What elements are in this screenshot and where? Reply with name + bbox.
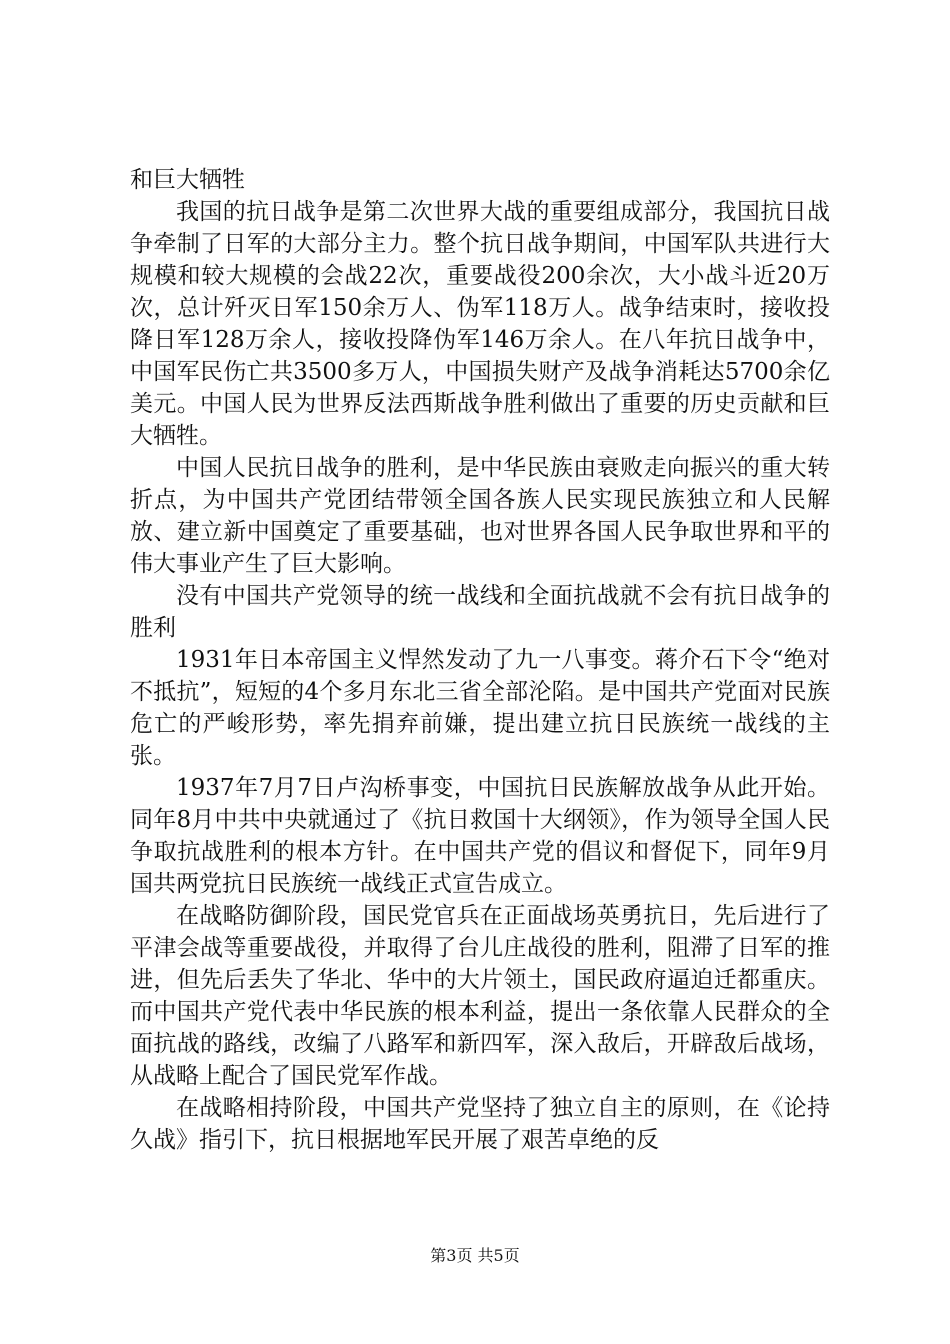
paragraph-1: 我国的抗日战争是第二次世界大战的重要组成部分，我国抗日战争牵制了日军的大部分主力。整个抗日战争期间，中国军队共进行大规模和较大规模的会战22次，重要战役200余次，大小战斗近20万次，总计歼灭日军150余万人、伪军118万人。战争结束时，接收投降日军128万余人，接收投降伪军146万余人。在八年抗日战争中，中国军民伤亡共3500多万人，中国损失财产及战争消耗达5700余亿美元。中国人民为世界反法西斯战争胜利做出了重要的历史贡献和巨大牺牲。 xyxy=(130,199,830,449)
paragraph-7: 在战略相持阶段，中国共产党坚持了独立自主的原则，在《论持久战》指引下，抗日根据地军民开展了艰苦卓绝的反 xyxy=(130,1095,830,1153)
section-heading: 没有中国共产党领导的统一战线和全面抗战就不会有抗日战争的胜利 xyxy=(130,583,830,641)
paragraph-6: 在战略防御阶段，国民党官兵在正面战场英勇抗日，先后进行了平津会战等重要战役，并取得了台儿庄战役的胜利，阻滞了日军的推进，但先后丢失了华北、华中的大片领土，国民政府逼迫迁都重庆。而中国共产党代表中华民族的根本利益，提出一条依靠人民群众的全面抗战的路线，改编了八路军和新四军，深入敌后，开辟敌后战场，从战略上配合了国民党军作战。 xyxy=(130,903,830,1089)
page-footer: 第3页 共5页 xyxy=(430,1246,520,1265)
body-text xyxy=(130,164,830,1156)
paragraph-5: 1937年7月7日卢沟桥事变，中国抗日民族解放战争从此开始。同年8月中共中央就通过了《抗日救国十大纲领》，作为领导全国人民争取抗战胜利的根本方针。在中国共产党的倡议和督促下，同年9月国共两党抗日民族统一战线正式宣告成立。 xyxy=(130,775,830,897)
paragraph-4: 1931年日本帝国主义悍然发动了九一八事变。蒋介石下令“绝对不抵抗”，短短的4个多月东北三省全部沦陷。是中国共产党面对民族危亡的严峻形势，率先捐弃前嫌，提出建立抗日民族统一战线的主张。 xyxy=(130,647,830,769)
paragraph-0: 和巨大牺牲 xyxy=(130,167,245,193)
paragraph-2: 中国人民抗日战争的胜利，是中华民族由衰败走向振兴的重大转折点，为中国共产党团结带领全国各族人民实现民族独立和人民解放、建立新中国奠定了重要基础，也对世界各国人民争取世界和平的伟大事业产生了巨大影响。 xyxy=(130,455,830,577)
